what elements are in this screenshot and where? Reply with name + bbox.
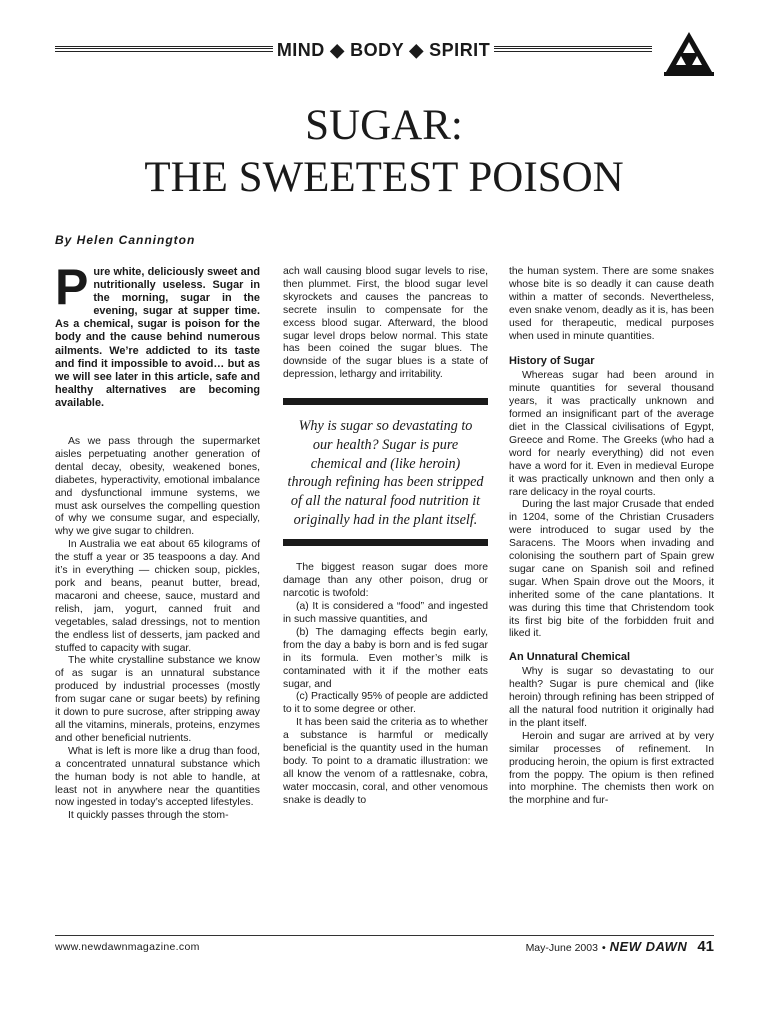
- subheading-unnatural-chemical: An Unnatural Chemical: [509, 651, 631, 664]
- body-paragraph: As we pass through the supermarket aisles perpetuating another generation of dental decay, obesity, weakened bones, diabetes, hyperactivity, emotional imbalance and dysfunctional immune systems, we must ask ourselves the compelling question of why we consume sugar, and especially, why we give sugar to children.: [55, 436, 260, 538]
- body-paragraph: ach wall causing blood sugar levels to rise, then plummet. First, the blood sugar level skyrockets and causes the pancreas to secrete insulin to compensate for the excess blood sugar. Afterward, the blood sugar level drops below normal. This state has been coined the sugar blues. The downside of the sugar blues is a state of depression, lethargy and irritability.: [283, 266, 488, 381]
- article-title-line1: SUGAR:: [305, 102, 463, 149]
- pullquote-rule-bottom: [283, 539, 488, 546]
- footer-bullet: •: [601, 942, 606, 954]
- body-paragraph: the human system. There are some snakes whose bite is so deadly it can cause death within a matter of seconds. Nevertheless, even snake venom, deadly as it is, has been used for therapeutic, medical purposes when used in minute quantities.: [509, 266, 714, 342]
- body-paragraph: (b) The damaging effects begin early, from the day a baby is born and is fed sugar in its formula. Even mother’s milk is contaminated with it if the mother eats sugar, and: [283, 626, 488, 690]
- footer-issue-info: [526, 938, 714, 955]
- header-rule-left: [55, 46, 273, 52]
- body-paragraph: The white crystalline substance we know of as sugar is an unnatural substance produced by industrial processes (mostly from sugar cane or sugar beets) by refining it down to pure sucrose, after stripping away all the vitamins, minerals, proteins, enzymes and other beneficial nutrients.: [55, 655, 260, 744]
- footer-date: May-June 2003: [525, 942, 598, 954]
- body-paragraph: During the last major Crusade that ended in 1204, some of the Christian Crusaders were introduced to sugar used by the Saracens. The Moors when invading and colonising the southern part of Spain grew sugar cane on Spanish soil and refined sugar. When Spain drove out the Moors, it inherited some of the cane plantations. It was during this time that Christendom took its first big bite of the forbidden fruit and liked it.: [509, 499, 714, 640]
- footer-url: www.newdawnmagazine.com: [55, 941, 200, 953]
- intro-text: ure white, deliciously sweet and nutritionally useless. Sugar in the morning, sugar in the evening, sugar at supper time. As a chemical, sugar is poison for the body and the cause behind numerous ailments. We’re addicted to its taste and find it impossible to avoid… but as we will see later in this article, safe and healthy alternatives are becoming available.: [55, 266, 260, 409]
- intro-paragraph: [55, 259, 260, 410]
- article-column-2: [283, 266, 488, 808]
- article-column-1: [55, 259, 260, 823]
- body-paragraph: (a) It is considered a “food” and ingested in such massive quantities, and: [283, 601, 488, 625]
- section-label: MIND ◆ BODY ◆ SPIRIT: [276, 40, 491, 60]
- subheading-history: History of Sugar: [509, 355, 595, 368]
- header-rule-right: [494, 46, 652, 52]
- article-title-line2: THE SWEETEST POISON: [144, 154, 624, 201]
- body-paragraph: Why is sugar so devastating to our health? Sugar is pure chemical and (like heroin) through refining has been stripped of all the natural food nutrition it originally had in the plant itself.: [509, 666, 714, 729]
- body-paragraph: Whereas sugar had been around in minute quantities for several thousand years, it was practically unknown and formed an insignificant part of the average diet in the Classical civilisations of Egypt, Greece and Rome. The Greeks (who had a word for nearly everything) did not even have a word for it. Even in medieval Europe it was practically unknown and then only a rare delicacy in the royal courts.: [509, 370, 714, 498]
- body-paragraph: It quickly passes through the stom-: [68, 810, 229, 822]
- footer-rule: [55, 935, 714, 936]
- pullquote-rule-top: [283, 398, 488, 405]
- body-paragraph: In Australia we eat about 65 kilograms of the stuff a year or 35 teaspoons a day. And it’s in everything — chicken soup, pickles, pork and beans, peanut butter, bread, macaroni and cheese, sauce, mustard and relish, jam, yogurt, canned fruit and vegetables, salad dressings, not to mention the endless list of desserts, jam packed and stuffed to capacity with sugar.: [55, 539, 260, 654]
- article-column-3: [509, 266, 714, 808]
- footer-magazine-name: NEW DAWN: [609, 939, 688, 954]
- drop-cap: P: [55, 259, 89, 315]
- body-paragraph: The biggest reason sugar does more damage than any other poison, drug or narcotic is twofold:: [283, 562, 488, 600]
- pullquote: Why is sugar so devastating to our health? Sugar is pure chemical and (like heroin) through refining has been stripped of all the natural food nutrition it originally had in the plant itself.: [287, 418, 484, 528]
- magazine-logo-icon: [664, 30, 714, 76]
- byline: By Helen Cannington: [55, 233, 196, 247]
- body-paragraph: (c) Practically 95% of people are addicted to it to some degree or other.: [283, 691, 488, 716]
- body-paragraph: It has been said the criteria as to whether a substance is harmful or medically beneficial is the quantity used in the human body. To point to a dramatic illustration: we all know the venom of a rattlesnake, cobra, water moccasin, coral, and other venomous snake is deadly to: [283, 717, 488, 806]
- page-number: 41: [697, 938, 714, 955]
- body-paragraph: Heroin and sugar are arrived at by very similar processes of refinement. In producing heroin, the opium is first extracted from the poppy. The opium is then refined into morphine. The chemists then work on the morphine and fur-: [509, 730, 714, 807]
- body-paragraph: What is left is more like a drug than food, a concentrated unnatural substance which the human body is not able to handle, at least not in anywhere near the quantities now ingested in today’s accepted lifestyles.: [55, 745, 260, 809]
